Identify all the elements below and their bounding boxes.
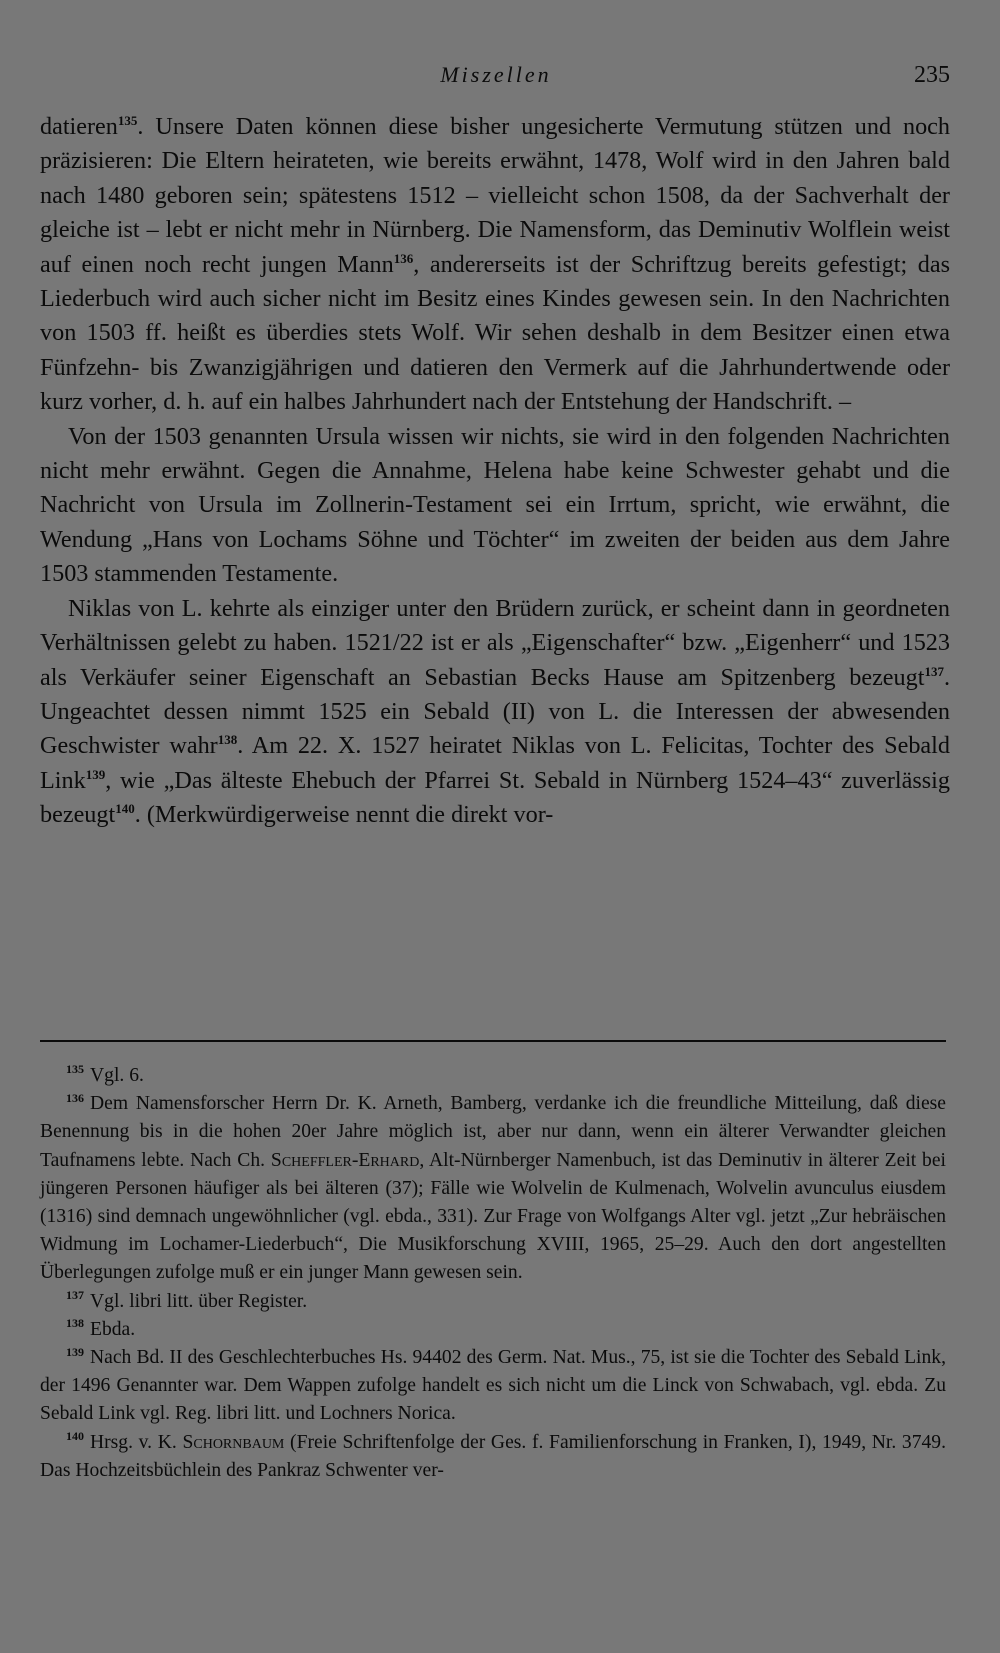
footnote-136 (40, 1090, 946, 1287)
footnote-text: , Alt-Nürnberger Namenbuch, ist das Deminutiv in älterer Zeit bei jüngeren Personen häufiger als bei älteren (37); Fälle wie Wolvelin de Kulmenach, Wolvelin avunculus eiusdem (1316) sind demnach ungewöhnlicher (vgl. ebda., 331). Zur Frage von Wolfgangs Alter vgl. jetzt „Zur hebräischen Widmung im Lochamer-Liederbuch“, Die Musikforschung XVIII, 1965, 25–29. Auch den dort angestellten Überlegungen zufolge muß er ein junger Mann gewesen sein. (40, 1149, 946, 1284)
footnote-ref-135: 135 (117, 112, 138, 128)
text-run: . Am 22. X. 1527 heiratet Niklas von L. Felicitas, Tochter des Sebald Link (40, 732, 950, 794)
footnote-number: 135 (66, 1062, 84, 1077)
footnote-139 (40, 1344, 946, 1429)
footnote-ref-140: 140 (115, 801, 135, 817)
running-title: Miszellen (440, 62, 552, 87)
footnote-number: 138 (66, 1316, 84, 1331)
footnotes (40, 1062, 946, 1485)
footnote-text: Hrsg. v. K. (90, 1431, 183, 1453)
text-run: . Unsere Daten können diese bisher ungesicherte Vermutung stützen und noch präzisieren: Die Eltern heirateten, wie bereits erwähnt, 1478, Wolf wird in den Jahren bald nach 1480 geboren sein; spätestens 1512 – vielleicht schon 1508, da der Sachverhalt der gleiche ist – lebt er nicht mehr in Nürnberg. Die Namensform, das Deminutiv Wolflein weist auf einen noch recht jungen Mann (40, 113, 950, 278)
page-number: 235 (914, 62, 950, 88)
footnote-140 (40, 1429, 946, 1485)
paragraph-1 (40, 110, 950, 420)
author-name: Schornbaum (182, 1431, 285, 1453)
author-name: Scheffler-Erhard (270, 1149, 420, 1171)
footnote-number: 136 (66, 1090, 84, 1105)
footnote-number: 139 (66, 1344, 84, 1359)
footnote-135 (40, 1062, 946, 1090)
main-text (40, 110, 950, 833)
footnote-138 (40, 1316, 946, 1344)
footnote-text: (Freie Schriftenfolge der Ges. f. Familienforschung in Franken, I), 1949, Nr. 3749. Das Hochzeitsbüchlein des Pankraz Schwenter ver- (40, 1431, 946, 1481)
footnote-number: 137 (66, 1288, 84, 1303)
paragraph-3 (40, 592, 950, 833)
text-run: . Ungeachtet dessen nimmt 1525 ein Sebald (II) von L. die Interessen der abwesenden Geschwister wahr (40, 663, 950, 760)
footnote-number: 140 (66, 1429, 84, 1444)
footnote-137 (40, 1288, 946, 1316)
footnote-text: Vgl. libri litt. über Register. (90, 1290, 308, 1312)
footnote-text: Dem Namensforscher Herrn Dr. K. Arneth, Bamberg, verdanke ich die freundliche Mitteilung, daß diese Benennung bis in die hohen 20er Jahre möglich ist, aber nur dann, wenn ein älterer Verwandter gleichen Taufnamens lebte. Nach Ch. (40, 1093, 946, 1171)
page-header (42, 62, 950, 102)
footnote-ref-139: 139 (85, 766, 106, 782)
footnote-ref-138: 138 (217, 732, 238, 748)
text-run: , wie „Das älteste Ehebuch der Pfarrei St. Sebald in Nürnberg 1524–43“ zuverlässig bezeugt (40, 766, 950, 829)
footnote-text: Ebda. (90, 1318, 136, 1340)
footnote-divider (40, 1040, 946, 1042)
text-run: datieren (40, 113, 118, 140)
footnote-ref-136: 136 (393, 250, 414, 266)
text-run: , andererseits ist der Schriftzug bereits gefestigt; das Liederbuch wird auch sicher nicht im Besitz eines Kindes gewesen sein. In den Nachrichten von 1503 ff. heißt es überdies stets Wolf. Wir sehen deshalb in dem Besitzer einen etwa Fünfzehn- bis Zwanzigjährigen und datieren den Vermerk auf die Jahrhundertwende oder kurz vorher, d. h. auf ein halbes Jahrhundert nach der Entstehung der Handschrift. – (40, 250, 950, 416)
text-run: . (Merkwürdigerweise nennt die direkt vor- (134, 801, 554, 829)
footnote-ref-137: 137 (924, 663, 944, 679)
text-run: Niklas von L. kehrte als einziger unter den Brüdern zurück, er scheint dann in geordneten Verhältnissen gelebt zu haben. 1521/22 ist er als „Eigenschafter“ bzw. „Eigenherr“ und 1523 als Verkäufer seiner Eigenschaft an Sebastian Becks Hause am Spitzenberg bezeugt (40, 594, 950, 691)
paragraph-2: Von der 1503 genannten Ursula wissen wir nichts, sie wird in den folgenden Nachrichten nicht mehr erwähnt. Gegen die Annahme, Helena habe keine Schwester gehabt und die Nachricht von Ursula im Zollnerin-Testament sei ein Irrtum, spricht, wie erwähnt, die Wendung „Hans von Lochams Söhne und Töchter“ im zweiten der beiden aus dem Jahre 1503 stammenden Testamente. (40, 422, 950, 588)
footnote-text: Nach Bd. II des Geschlechterbuches Hs. 94402 des Germ. Nat. Mus., 75, ist sie die Tochter des Sebald Link, der 1496 Genannter war. Dem Wappen zufolge handelt es sich nicht um die Linck von Schwabach, vgl. ebda. Zu Sebald Link vgl. Reg. libri litt. und Lochners Norica. (40, 1347, 946, 1425)
footnote-text: Vgl. 6. (90, 1065, 144, 1086)
